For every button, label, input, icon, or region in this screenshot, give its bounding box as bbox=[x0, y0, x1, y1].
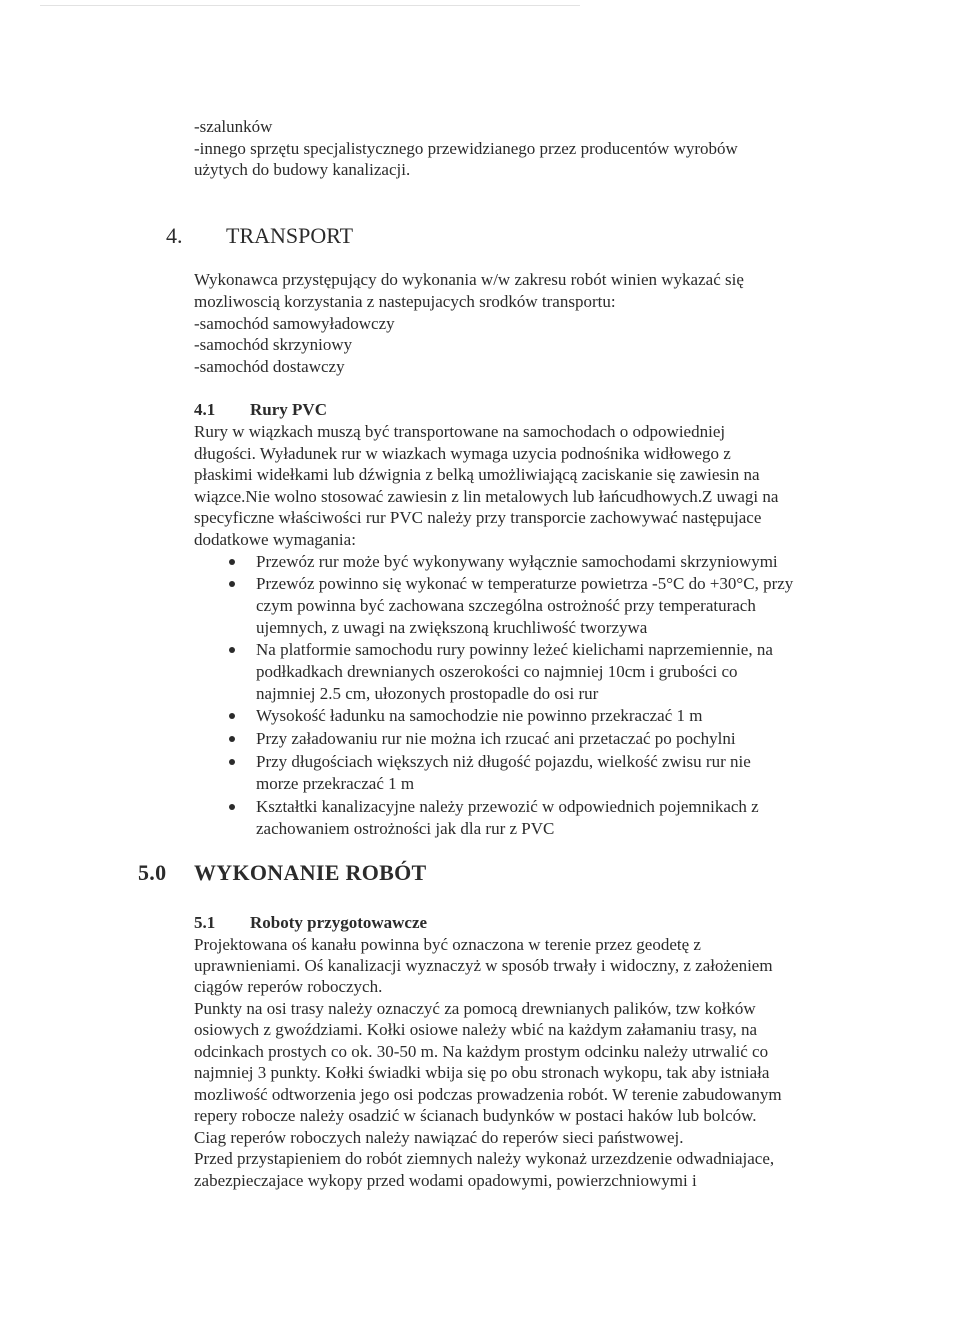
bullet-dot bbox=[229, 804, 235, 810]
body-line: Projektowana oś kanału powinna być oznaczona w terenie przez geodetę z bbox=[194, 935, 701, 954]
intro-line: użytych do budowy kanalizacji. bbox=[194, 160, 411, 179]
list-item: Kształtki kanalizacyjne należy przewozić w odpowiednich pojemnikach z bbox=[256, 797, 759, 816]
body-line: -samochód skrzyniowy bbox=[194, 335, 353, 354]
section-5-1-number: 5.1 bbox=[194, 913, 216, 932]
section-5-title: WYKONANIE ROBÓT bbox=[194, 860, 427, 885]
body-line: mozliwość odtworzenia jego osi podczas prowadzenia robót. W terenie zabudowanym bbox=[194, 1085, 782, 1104]
body-line: długości. Wyładunek rur w wiazkach wymaga uzycia podnośnika widłowego z bbox=[194, 444, 731, 463]
list-item: Przy długościach większych niż długość pojazdu, wielkość zwisu rur nie bbox=[256, 752, 751, 771]
body-line: Przed przystapieniem do robót ziemnych należy wykonaż urzezdzenie odwadniajace, bbox=[194, 1149, 775, 1168]
list-item: podłkadkach drewnianych oszerokości co najmniej 10cm i grubości co bbox=[256, 662, 738, 681]
body-line: najmniej 3 punkty. Kołki świadki wbija się po obu stronach wykopu, tak aby istniała bbox=[194, 1063, 770, 1082]
section-4-title: TRANSPORT bbox=[226, 223, 354, 248]
section-4-1-title: Rury PVC bbox=[250, 400, 327, 419]
body-line: repery robocze należy osadzić w ścianach budynków w postaci haków lub bolców. bbox=[194, 1106, 757, 1125]
list-item: ujemnych, z uwagi na zwiększoną kruchliwość tworzywa bbox=[256, 618, 648, 637]
section-4-1-number: 4.1 bbox=[194, 400, 216, 419]
section-5-1-title: Roboty przygotowawcze bbox=[250, 913, 428, 932]
intro-line: -szalunków bbox=[194, 117, 273, 136]
list-item: morze przekraczać 1 m bbox=[256, 774, 415, 793]
bullet-dot bbox=[229, 713, 235, 719]
body-line: osiowych z gwoździami. Kołki osiowe należy wbić na każdym załamaniu trasy, na bbox=[194, 1020, 758, 1039]
section-4-number: 4. bbox=[166, 223, 183, 248]
body-line: Ciag reperów roboczych należy nawiązać do reperów sieci państwowej. bbox=[194, 1128, 684, 1147]
body-line: dodatkowe wymagania: bbox=[194, 530, 356, 549]
bullet-dot bbox=[229, 759, 235, 765]
list-item: Na platformie samochodu rury powinny leżeć kielichami naprzemiennie, na bbox=[256, 640, 773, 659]
body-line: Rury w wiązkach muszą być transportowane na samochodach o odpowiedniej bbox=[194, 422, 726, 441]
body-line: ciągów reperów roboczych. bbox=[194, 977, 383, 996]
list-item: Przewóz rur może być wykonywany wyłącznie samochodami skrzyniowymi bbox=[256, 552, 778, 571]
body-line: płaskimi widełkami lub dźwignia z belką umożliwiającą zaciskanie się zawiesin na bbox=[194, 465, 760, 484]
list-item: zachowaniem ostrożności jak dla rur z PVC bbox=[256, 819, 555, 838]
intro-line: -innego sprzętu specjalistycznego przewidzianego przez producentów wyrobów bbox=[194, 139, 738, 158]
body-line: -samochód samowyładowczy bbox=[194, 314, 395, 333]
body-line: odcinkach prostych co ok. 30-50 m. Na każdym prostym odcinku należy utrwalić co bbox=[194, 1042, 769, 1061]
body-line: zabezpieczajace wykopy przed wodami opadowymi, powierzchniowymi i bbox=[194, 1171, 697, 1190]
body-line: -samochód dostawczy bbox=[194, 357, 345, 376]
bullet-dot bbox=[229, 736, 235, 742]
body-line: specyficzne właściwości rur PVC należy przy transporcie zachowywać następujace bbox=[194, 508, 762, 527]
list-item: najmniej 2.5 cm, ułozonych prostopadle do osi rur bbox=[256, 684, 599, 703]
bullet-dot bbox=[229, 647, 235, 653]
scan-edge-line bbox=[40, 5, 580, 6]
section-5-number: 5.0 bbox=[138, 860, 167, 885]
body-line: Wykonawca przystępujący do wykonania w/w zakresu robót winien wykazać się bbox=[194, 270, 744, 289]
body-line: uprawnieniami. Oś kanalizacji wyznaczyż w sposób trwały i widoczny, z założeniem bbox=[194, 956, 773, 975]
bullet-dot bbox=[229, 581, 235, 587]
body-line: wiązce.Nie wolno stosować zawiesin z lin metalowych lub łańcudhowych.Z uwagi na bbox=[194, 487, 779, 506]
body-line: mozliwoscią korzystania z nastepujacych srodków transportu: bbox=[194, 292, 616, 311]
list-item: Przewóz powinno się wykonać w temperaturze powietrza -5°C do +30°C, przy bbox=[256, 574, 794, 593]
list-item: Wysokość ładunku na samochodzie nie powinno przekraczać 1 m bbox=[256, 706, 703, 725]
list-item: czym powinna być zachowana szczególna ostrożność przy temperaturach bbox=[256, 596, 756, 615]
bullet-dot bbox=[229, 559, 235, 565]
body-line: Punkty na osi trasy należy oznaczyć za pomocą drewnianych palików, tzw kołków bbox=[194, 999, 756, 1018]
list-item: Przy załadowaniu rur nie można ich rzucać ani przetaczać po pochylni bbox=[256, 729, 736, 748]
